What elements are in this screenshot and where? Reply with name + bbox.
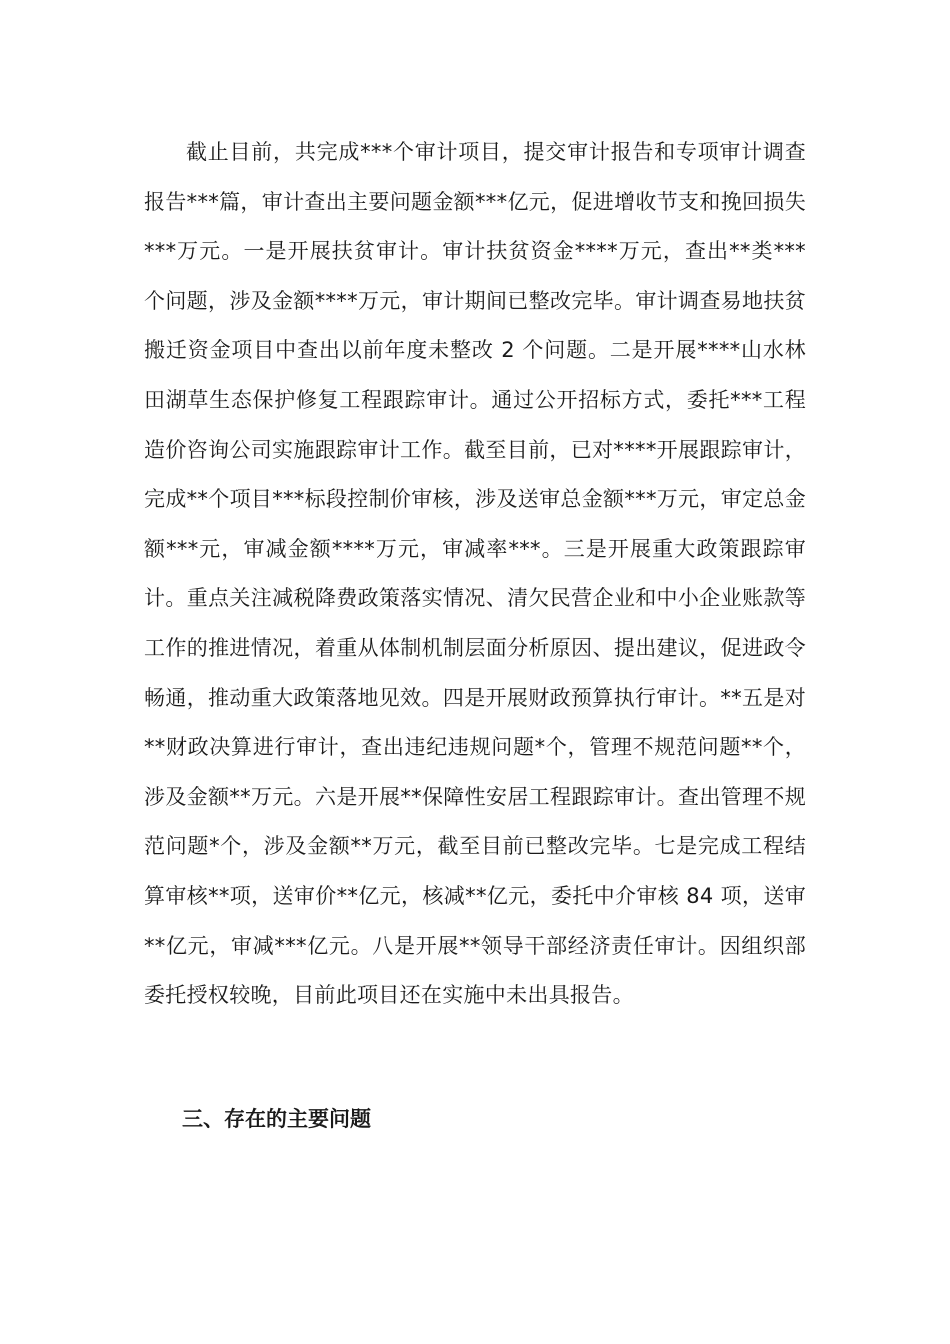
body-paragraph: 截止目前，共完成***个审计项目，提交审计报告和专项审计调查报告***篇，审计查出主要问题金额***亿元，促进增收节支和挽回损失***万元。一是开展扶贫审计。审计扶贫资金****万元，查出**类***个问题，涉及金额****万元，审计期间已整改完毕。审计调查易地扶贫搬迁资金项目中查出以前年度未整改 2 个问题。二是开展****山水林田湖草生态保护修复工程跟踪审计。通过公开招标方式，委托***工程造价咨询公司实施跟踪审计工作。截至目前，已对****开展跟踪审计，完成**个项目***标段控制价审核，涉及送审总金额***万元，审定总金额***元，审减金额****万元，审减率***。三是开展重大政策跟踪审计。重点关注减税降费政策落实情况、清欠民营企业和中小企业账款等工作的推进情况，着重从体制机制层面分析原因、提出建议，促进政令畅通，推动重大政策落地见效。四是开展财政预算执行审计。**五是对**财政决算进行审计，查出违纪违规问题*个，管理不规范问题**个，涉及金额**万元。六是开展**保障性安居工程跟踪审计。查出管理不规范问题*个，涉及金额**万元，截至目前已整改完毕。七是完成工程结算审核**项，送审价**亿元，核减**亿元，委托中介审核 84 项，送审**亿元，审减***亿元。八是开展**领导干部经济责任审计。因组织部委托授权较晚，目前此项目还在实施中未出具报告。 [144,140,806,1008]
section-heading: 三、存在的主要问题 [182,1107,371,1131]
